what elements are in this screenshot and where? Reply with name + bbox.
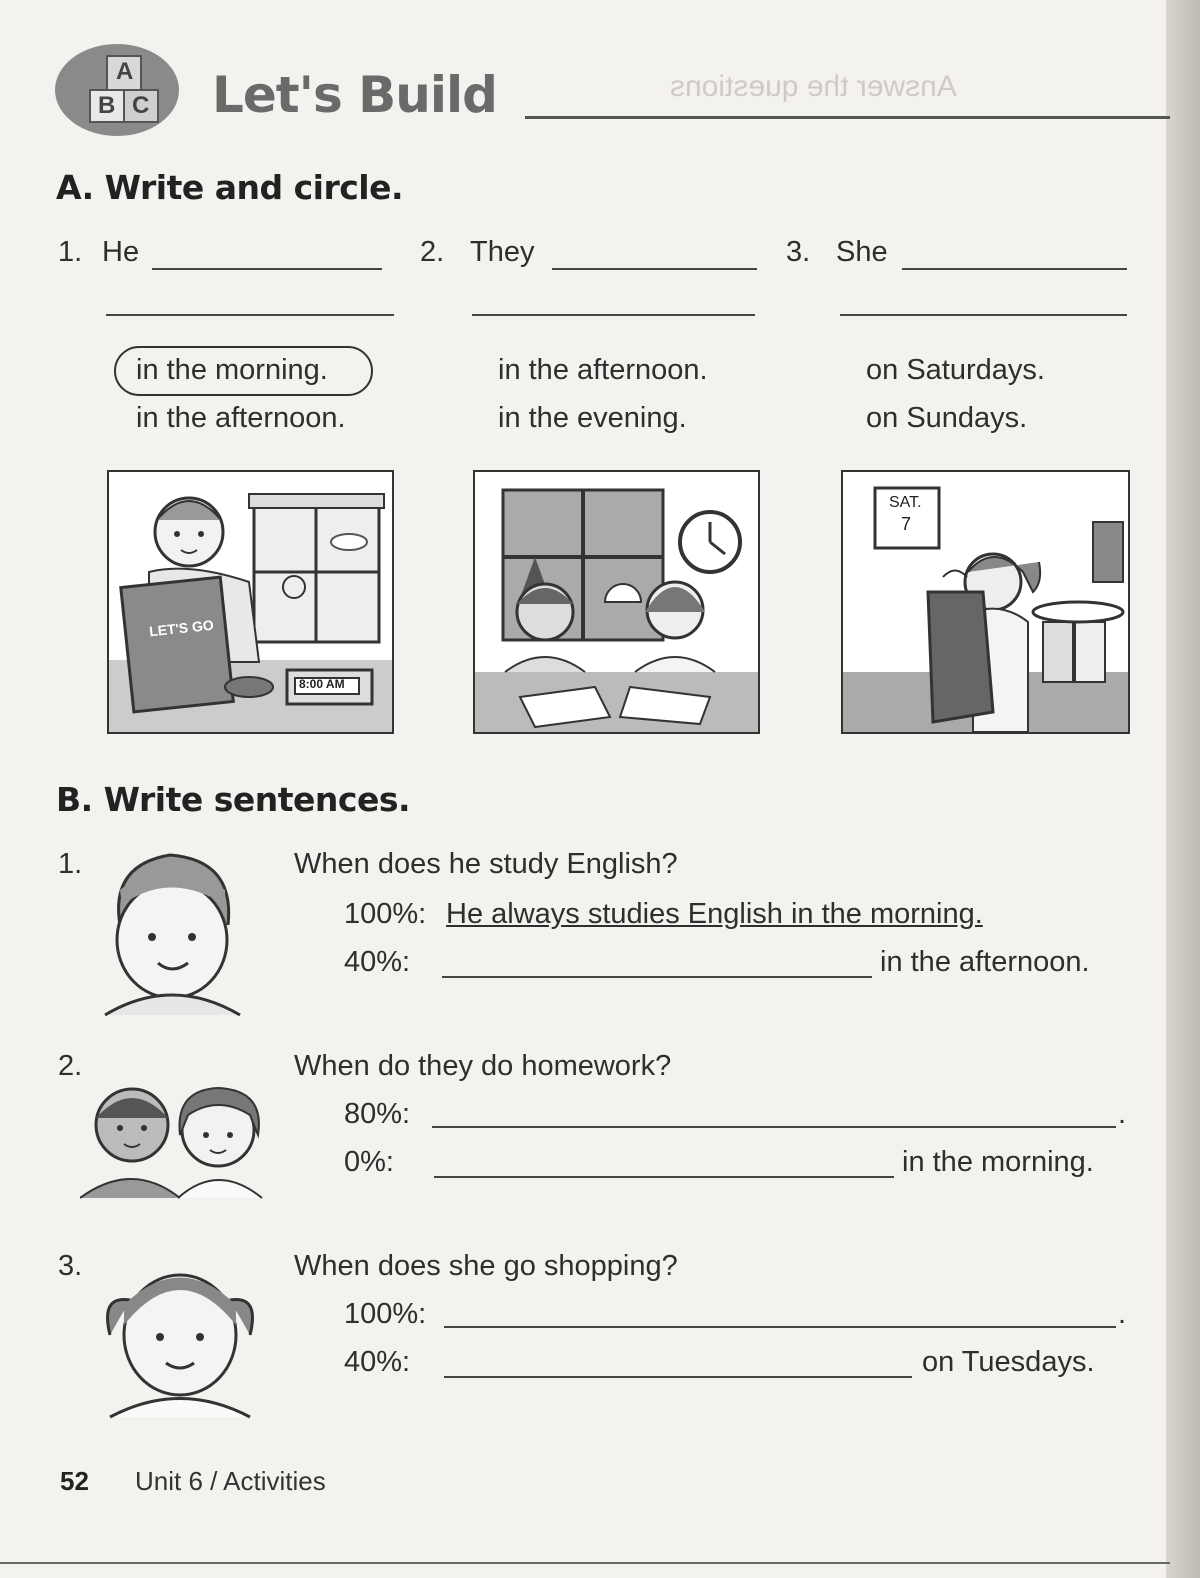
b-item-1-row-1-answer[interactable]: He always studies English in the morning.	[446, 898, 983, 930]
item-3-option-2[interactable]: on Sundays.	[866, 402, 1028, 434]
item-2-number: 2.	[420, 236, 445, 268]
item-1-number: 1.	[58, 236, 83, 268]
picture-boy-studying-morning	[107, 470, 394, 734]
footer-unit-label: Unit 6 / Activities	[135, 1466, 326, 1496]
page-edge-shadow	[1166, 0, 1200, 1578]
page-title: Let's Build	[212, 66, 497, 124]
boy-face-illustration	[100, 845, 245, 1020]
item-3-subject: She	[836, 236, 888, 268]
abc-blocks-logo	[52, 38, 182, 138]
b-item-3-row-2-blank[interactable]	[444, 1376, 912, 1378]
logo-letter-b: B	[98, 92, 116, 119]
b-item-3-row-1-blank[interactable]	[444, 1326, 1116, 1328]
item-2-option-1[interactable]: in the afternoon.	[498, 354, 708, 386]
section-b-heading: B. Write sentences.	[56, 780, 411, 819]
b-item-2-question: When do they do homework?	[294, 1050, 672, 1082]
calendar-day-label: SAT.	[889, 494, 922, 511]
item-1-option-2[interactable]: in the afternoon.	[136, 402, 346, 434]
item-1-subject: He	[102, 236, 140, 268]
bleed-through-text: Answer the questions	[670, 70, 957, 103]
book-title-label: LET'S GO	[148, 616, 215, 640]
title-rule	[525, 116, 1170, 119]
item-3-blank-2[interactable]	[840, 314, 1127, 316]
b-item-2-row-1-blank[interactable]	[432, 1126, 1116, 1128]
footer-rule	[0, 1562, 1170, 1564]
item-2-option-2[interactable]: in the evening.	[498, 402, 687, 434]
b-item-3-row-2-percent: 40%:	[344, 1346, 411, 1378]
b-item-1-row-2-suffix: in the afternoon.	[880, 946, 1090, 978]
b-item-1-row-1-percent: 100%:	[344, 898, 427, 930]
item-1-option-1[interactable]: in the morning.	[136, 354, 328, 386]
item-3-number: 3.	[786, 236, 811, 268]
two-kids-faces-illustration	[80, 1080, 270, 1200]
item-1-blank-2[interactable]	[106, 314, 394, 316]
item-1-blank-1[interactable]	[152, 268, 382, 270]
b-item-2-row-2-percent: 0%:	[344, 1146, 394, 1178]
b-item-1-row-2-blank[interactable]	[442, 976, 872, 978]
logo-letter-c: C	[132, 92, 150, 119]
b-item-3-row-1-percent: 100%:	[344, 1298, 427, 1330]
b-item-3-row-2-suffix: on Tuesdays.	[922, 1346, 1095, 1378]
page-number: 52	[60, 1466, 89, 1496]
item-3-option-1[interactable]: on Saturdays.	[866, 354, 1045, 386]
b-item-2-row-2-blank[interactable]	[434, 1176, 894, 1178]
b-item-3-question: When does she go shopping?	[294, 1250, 678, 1282]
item-2-blank-2[interactable]	[472, 314, 755, 316]
b-item-2-row-2-suffix: in the morning.	[902, 1146, 1094, 1178]
item-2-subject: They	[470, 236, 535, 268]
item-2-blank-1[interactable]	[552, 268, 757, 270]
item-3-blank-1[interactable]	[902, 268, 1127, 270]
clock-radio-label: 8:00 AM	[299, 677, 345, 691]
girl-face-illustration	[100, 1255, 260, 1420]
b-item-1-row-2-percent: 40%:	[344, 946, 411, 978]
b-item-2-row-1-suffix: .	[1118, 1098, 1127, 1130]
b-item-1-question: When does he study English?	[294, 848, 678, 880]
picture-kids-homework-evening	[473, 470, 760, 734]
calendar-date-label: 7	[901, 514, 912, 534]
b-item-3-row-1-suffix: .	[1118, 1298, 1127, 1330]
b-item-1-number: 1.	[58, 848, 83, 880]
b-item-2-row-1-percent: 80%:	[344, 1098, 411, 1130]
b-item-2-number: 2.	[58, 1050, 83, 1082]
picture-girl-shopping-saturday	[841, 470, 1130, 734]
logo-letter-a: A	[116, 58, 134, 85]
b-item-3-number: 3.	[58, 1250, 83, 1282]
section-a-heading: A. Write and circle.	[56, 168, 404, 207]
